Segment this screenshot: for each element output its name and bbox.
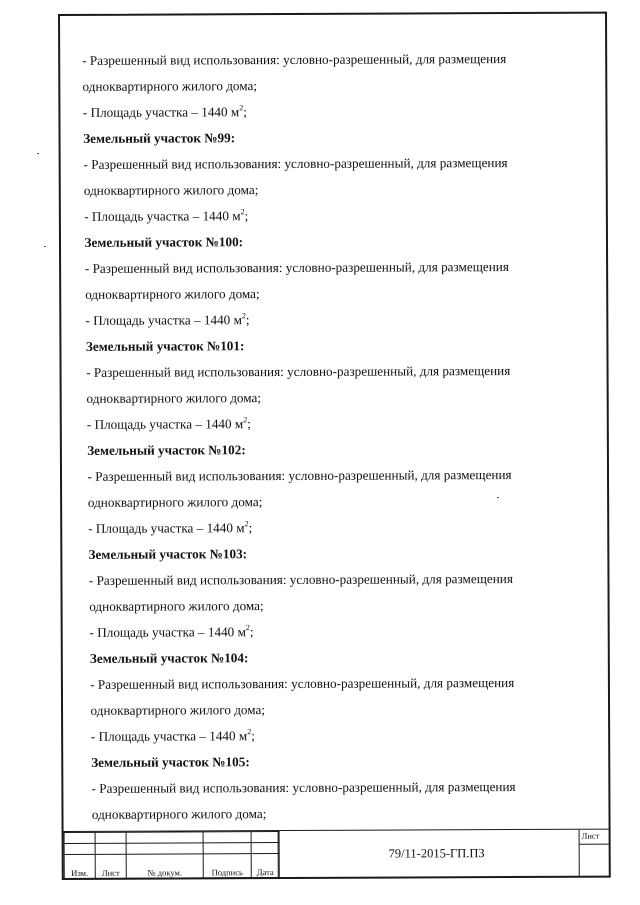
plot-heading [83,332,593,360]
line-text: - Площадь участка – 1440 м [88,520,245,536]
plot-heading [83,228,593,256]
line-text: Земельный участок №102: [87,442,246,458]
plot-heading [82,124,592,152]
line-text: - Площадь участка – 1440 м [90,728,248,744]
text-line [83,280,593,308]
area-unit-superscript: 2 [244,519,249,529]
area-unit-superscript: 2 [241,311,246,321]
line-text: Земельный участок №103: [88,546,248,562]
plot-area-line [83,202,593,230]
line-text: - Площадь участка – 1440 м [89,624,246,640]
scan-speck [497,497,499,498]
document-code: 79/11-2015-ГП.ПЗ [278,830,595,877]
plot-area-line [85,722,595,750]
text-line [84,462,594,490]
area-unit-superscript: 2 [243,415,248,425]
plot-heading [84,540,594,568]
text-line [83,176,593,204]
area-unit-superscript: 2 [239,103,244,113]
line-text: одноквартирного жилого дома; [87,494,263,510]
line-text: - Разрешенный вид использования: условно-разрешенный, для размещения [82,51,507,68]
area-unit-superscript: 2 [240,207,245,217]
line-text: одноквартирного жилого дома; [91,806,267,822]
area-unit-superscript: 2 [247,727,252,737]
line-text: - Разрешенный вид использования: условно-разрешенный, для размещения [84,259,509,276]
line-text: - Разрешенный вид использования: условно-разрешенный, для размещения [91,779,516,796]
line-punctuation: ; [245,312,250,328]
page-frame [58,12,611,880]
plot-heading [85,644,595,672]
text-line [85,696,595,724]
line-text: - Площадь участка – 1440 м [82,104,240,120]
line-text: Земельный участок №105: [91,754,250,770]
line-text: - Разрешенный вид использования: условно-разрешенный, для размещения [83,155,508,172]
document-body [82,46,595,828]
text-line [82,46,592,74]
line-text: Земельный участок №100: [84,234,244,250]
line-punctuation: ; [247,416,251,432]
revision-table [64,831,280,879]
stamp-col-doc-number: № докум. [126,854,203,878]
line-punctuation: ; [251,728,255,744]
sheet-label: Лист [581,830,600,841]
line-text: - Площадь участка – 1440 м [86,416,244,432]
line-text: одноквартирного жилого дома; [82,78,258,94]
area-unit-superscript: 2 [245,623,250,633]
text-line [82,72,592,100]
plot-area-line [85,618,595,646]
text-line [85,592,595,620]
line-punctuation: ; [248,520,253,536]
line-punctuation: ; [244,208,249,224]
sheet-number-cell [579,830,609,876]
line-text: Земельный участок №99: [83,130,236,146]
line-text: - Площадь участка – 1440 м [85,312,242,328]
text-line [83,254,593,282]
plot-area-line [82,98,592,126]
line-punctuation: ; [243,104,247,120]
line-punctuation: ; [249,624,254,640]
line-text: - Разрешенный вид использования: условно-разрешенный, для размещения [88,571,513,588]
line-text: одноквартирного жилого дома; [85,286,260,302]
line-text: - Площадь участка – 1440 м [84,208,241,224]
plot-heading [84,436,594,464]
text-line [84,384,594,412]
line-text: одноквартирного жилого дома; [83,182,259,198]
title-block-stamp [64,829,609,878]
text-line [85,670,595,698]
plot-heading [85,748,595,776]
line-text: одноквартирного жилого дома; [86,390,262,406]
stamp-col-signature: Подпись [203,854,251,878]
text-line [83,150,593,178]
line-text: Земельный участок №104: [89,650,249,666]
text-line [84,488,594,516]
line-text: - Разрешенный вид использования: условно-разрешенный, для размещения [86,363,511,380]
line-text: - Разрешенный вид использования: условно-разрешенный, для размещения [87,467,512,484]
stamp-col-sheet: Лист [95,854,126,878]
scan-speck [44,246,46,247]
text-line [85,800,595,828]
text-line [84,566,594,594]
stamp-col-date: Дата [251,854,279,878]
plot-area-line [83,306,593,334]
stamp-col-change: Изм. [64,854,95,878]
plot-area-line [84,410,594,438]
text-line [84,358,594,386]
line-text: одноквартирного жилого дома; [90,702,266,718]
scan-speck [37,153,39,154]
plot-area-line [84,514,594,542]
text-line [85,774,595,802]
line-text: Земельный участок №101: [85,338,245,354]
line-text: одноквартирного жилого дома; [89,598,264,614]
line-text: - Разрешенный вид использования: условно-разрешенный, для размещения [90,675,515,692]
